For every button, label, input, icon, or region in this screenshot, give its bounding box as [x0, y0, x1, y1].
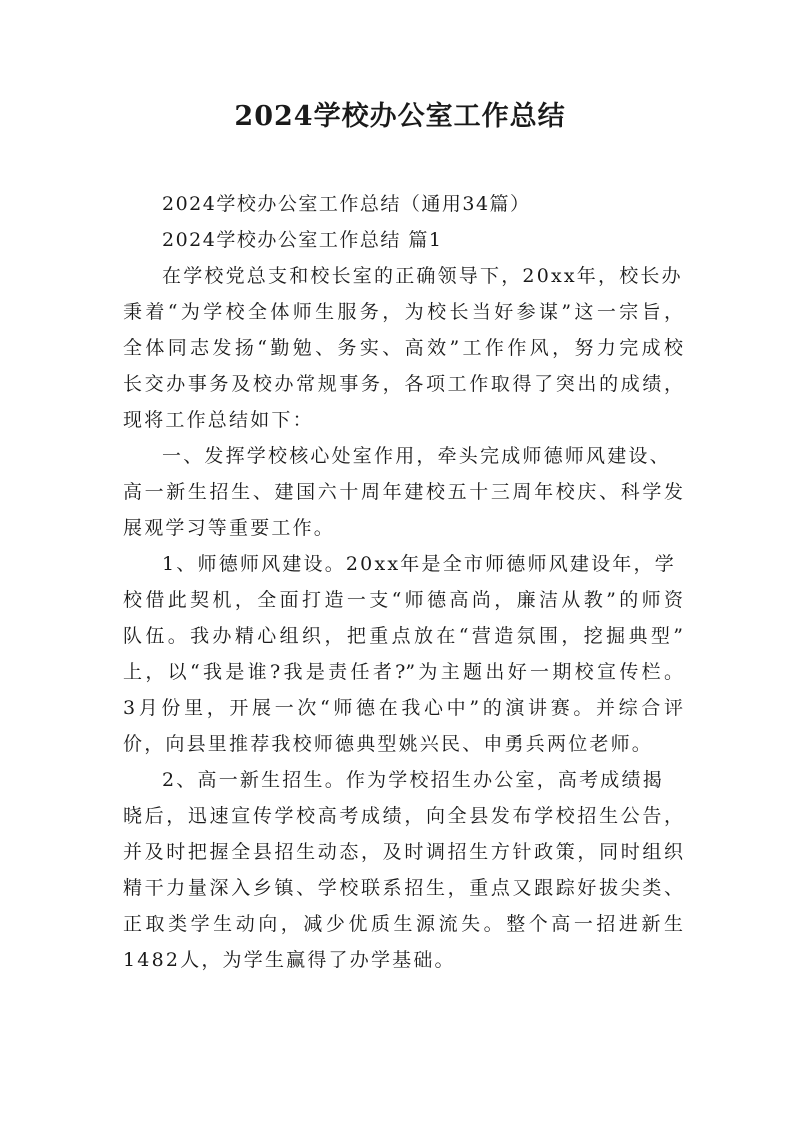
- paragraph-line: 展观学习等重要工作。: [123, 517, 336, 539]
- paragraph-line: 现将工作总结如下：: [123, 409, 314, 431]
- section-heading: 2024学校办公室工作总结 篇1: [162, 229, 443, 251]
- paragraph-line: 校借此契机，全面打造一支“师德高尚，廉洁从教”的师资: [123, 589, 683, 611]
- paragraph-line: 秉着“为学校全体师生服务，为校长当好参谋”这一宗旨，: [123, 301, 683, 323]
- paragraph-line: 3月份里，开展一次“师德在我心中”的演讲赛。并综合评: [123, 697, 683, 719]
- paragraph-line: 队伍。我办精心组织，把重点放在“营造氛围，挖掘典型”: [123, 625, 683, 647]
- paragraph-line: 价，向县里推荐我校师德典型姚兴民、申勇兵两位老师。: [123, 733, 654, 755]
- paragraph-line: 精干力量深入乡镇、学校联系招生，重点又跟踪好拔尖类、: [123, 877, 683, 899]
- paragraph-line: 高一新生招生、建国六十周年建校五十三周年校庆、科学发: [123, 481, 683, 503]
- paragraph-line: 2、高一新生招生。作为学校招生办公室，高考成绩揭: [162, 769, 664, 791]
- paragraph-line: 并及时把握全县招生动态，及时调招生方针政策，同时组织: [123, 841, 683, 863]
- paragraph-line: 一、发挥学校核心处室作用，牵头完成师德师风建设、: [162, 445, 671, 467]
- paragraph-line: 晓后，迅速宣传学校高考成绩，向全县发布学校招生公告，: [123, 805, 683, 827]
- subtitle-line: 2024学校办公室工作总结（通用34篇）: [162, 193, 531, 215]
- paragraph-line: 长交办事务及校办常规事务，各项工作取得了突出的成绩，: [123, 373, 683, 395]
- document-title: 2024学校办公室工作总结: [234, 101, 566, 132]
- paragraph-line: 正取类学生动向，减少优质生源流失。整个高一招进新生: [123, 913, 683, 935]
- paragraph-line: 全体同志发扬“勤勉、务实、高效”工作作风，努力完成校: [123, 337, 683, 359]
- document-body: [123, 186, 683, 978]
- paragraph-line: 1、师德师风建设。20xx年是全市师德师风建设年，学: [162, 553, 676, 575]
- paragraph-line: 1482人，为学生赢得了办学基础。: [123, 949, 456, 971]
- paragraph-line: 上，以“我是谁?我是责任者?”为主题出好一期校宣传栏。: [123, 661, 683, 683]
- paragraph-line: 在学校党总支和校长室的正确领导下，20xx年，校长办: [162, 265, 683, 287]
